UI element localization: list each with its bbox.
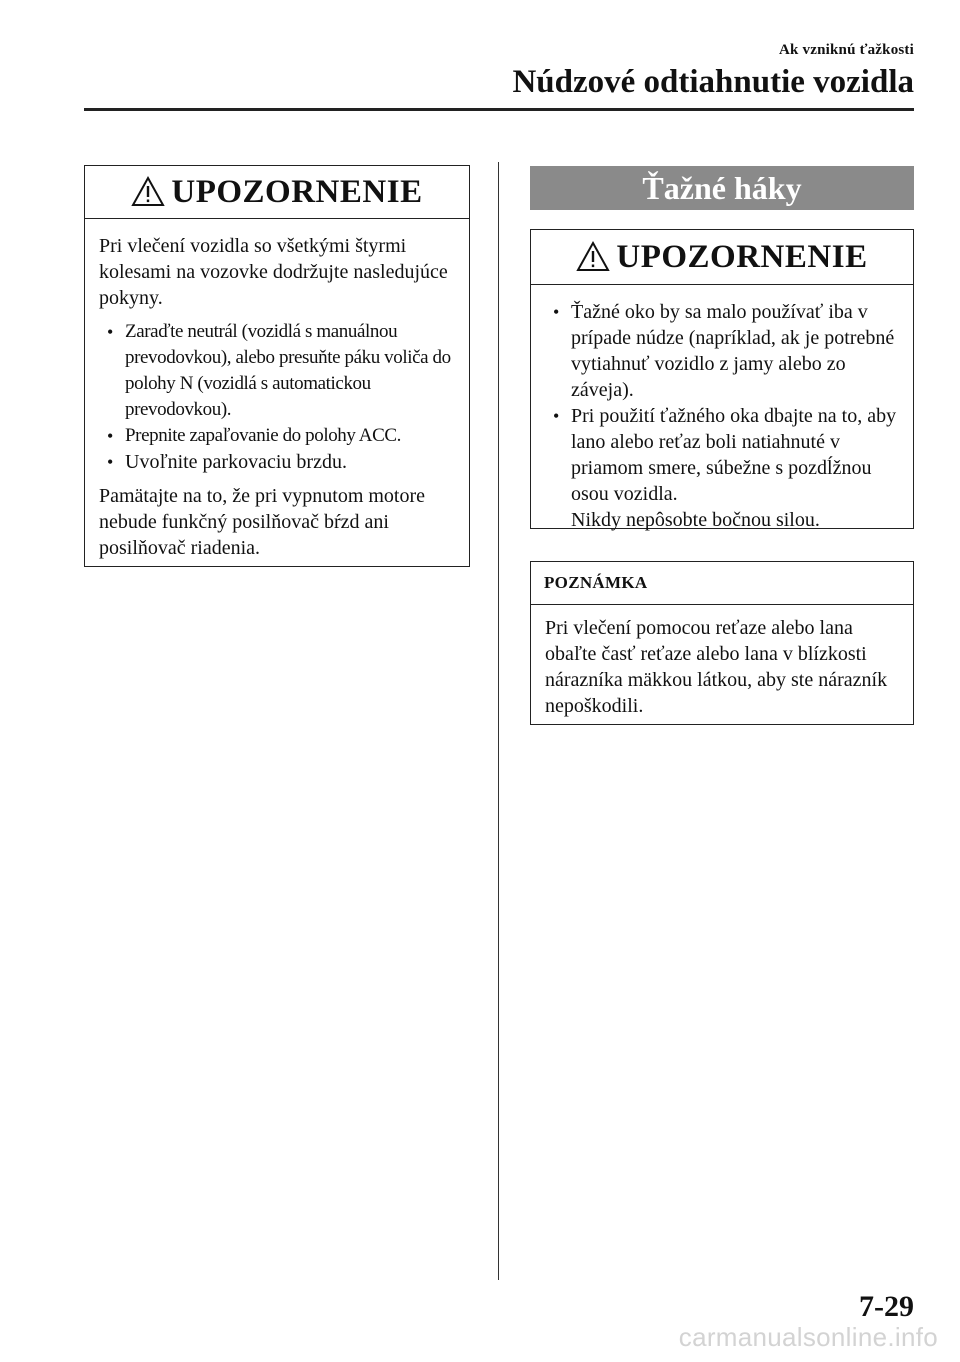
caution-body (85, 219, 469, 575)
caution-list (99, 319, 455, 475)
caution-intro: Pri vlečení vozidla so všetkými štyrmi kolesami na vozovke dodržujte nasledujúce pokyny. (99, 235, 448, 309)
caution-title: UPOZORNENIE (616, 238, 868, 275)
caution-header (531, 230, 913, 285)
caution-item: • Zaraďte neutrál (vozidlá s manuálnou prevodovkou), alebo presuňte páku voliča do polohy N (vozidlá s automatickou prevodovkou). (99, 319, 455, 423)
caution-item: • Ťažné oko by sa malo používať iba v prípade núdze (napríklad, ak je potrebné vytiahnuť vozidlo z jamy alebo zo záveja). (545, 299, 899, 403)
warning-triangle-icon (576, 240, 610, 274)
watermark: carmanualsonline.info (678, 1322, 938, 1352)
caution-body (531, 285, 913, 547)
section-heading: Ťažné háky (530, 166, 914, 210)
caution-header (85, 166, 469, 219)
caution-list (545, 299, 899, 533)
caution-outro: Pamätajte na to, že pri vypnutom motore nebude funkčný posilňovač bŕzd ani posilňovač riadenia. (99, 485, 426, 559)
warning-triangle-icon (131, 175, 165, 209)
caution-item: • Prepnite zapaľovanie do polohy ACC. (99, 423, 455, 449)
caution-box-right (530, 229, 914, 529)
caution-box-left (84, 165, 470, 567)
note-box (530, 561, 914, 725)
page-title: Núdzové odtiahnutie vozidla (512, 64, 914, 100)
column-divider (498, 162, 499, 1280)
caution-item: • Pri použití ťažného oka dbajte na to, aby lano alebo reťaz boli natiahnuté v priamom smere, súbežne s pozdĺžnou osou vozidla. Nikdy nepôsobte bočnou silou. (545, 403, 899, 533)
note-body (531, 605, 913, 733)
page-number: 7-29 (859, 1290, 914, 1323)
note-title: POZNÁMKA (531, 562, 913, 605)
caution-title: UPOZORNENIE (171, 173, 423, 210)
note-text: Pri vlečení pomocou reťaze alebo lana obaľte časť reťaze alebo lana v blízkosti nárazníka mäkkou látkou, aby ste nárazník nepoškodili. (545, 617, 888, 717)
caution-item: • Uvoľnite parkovaciu brzdu. (99, 449, 455, 475)
chapter-name: Ak vzniknú ťažkosti (779, 42, 914, 58)
header-rule (84, 108, 914, 111)
